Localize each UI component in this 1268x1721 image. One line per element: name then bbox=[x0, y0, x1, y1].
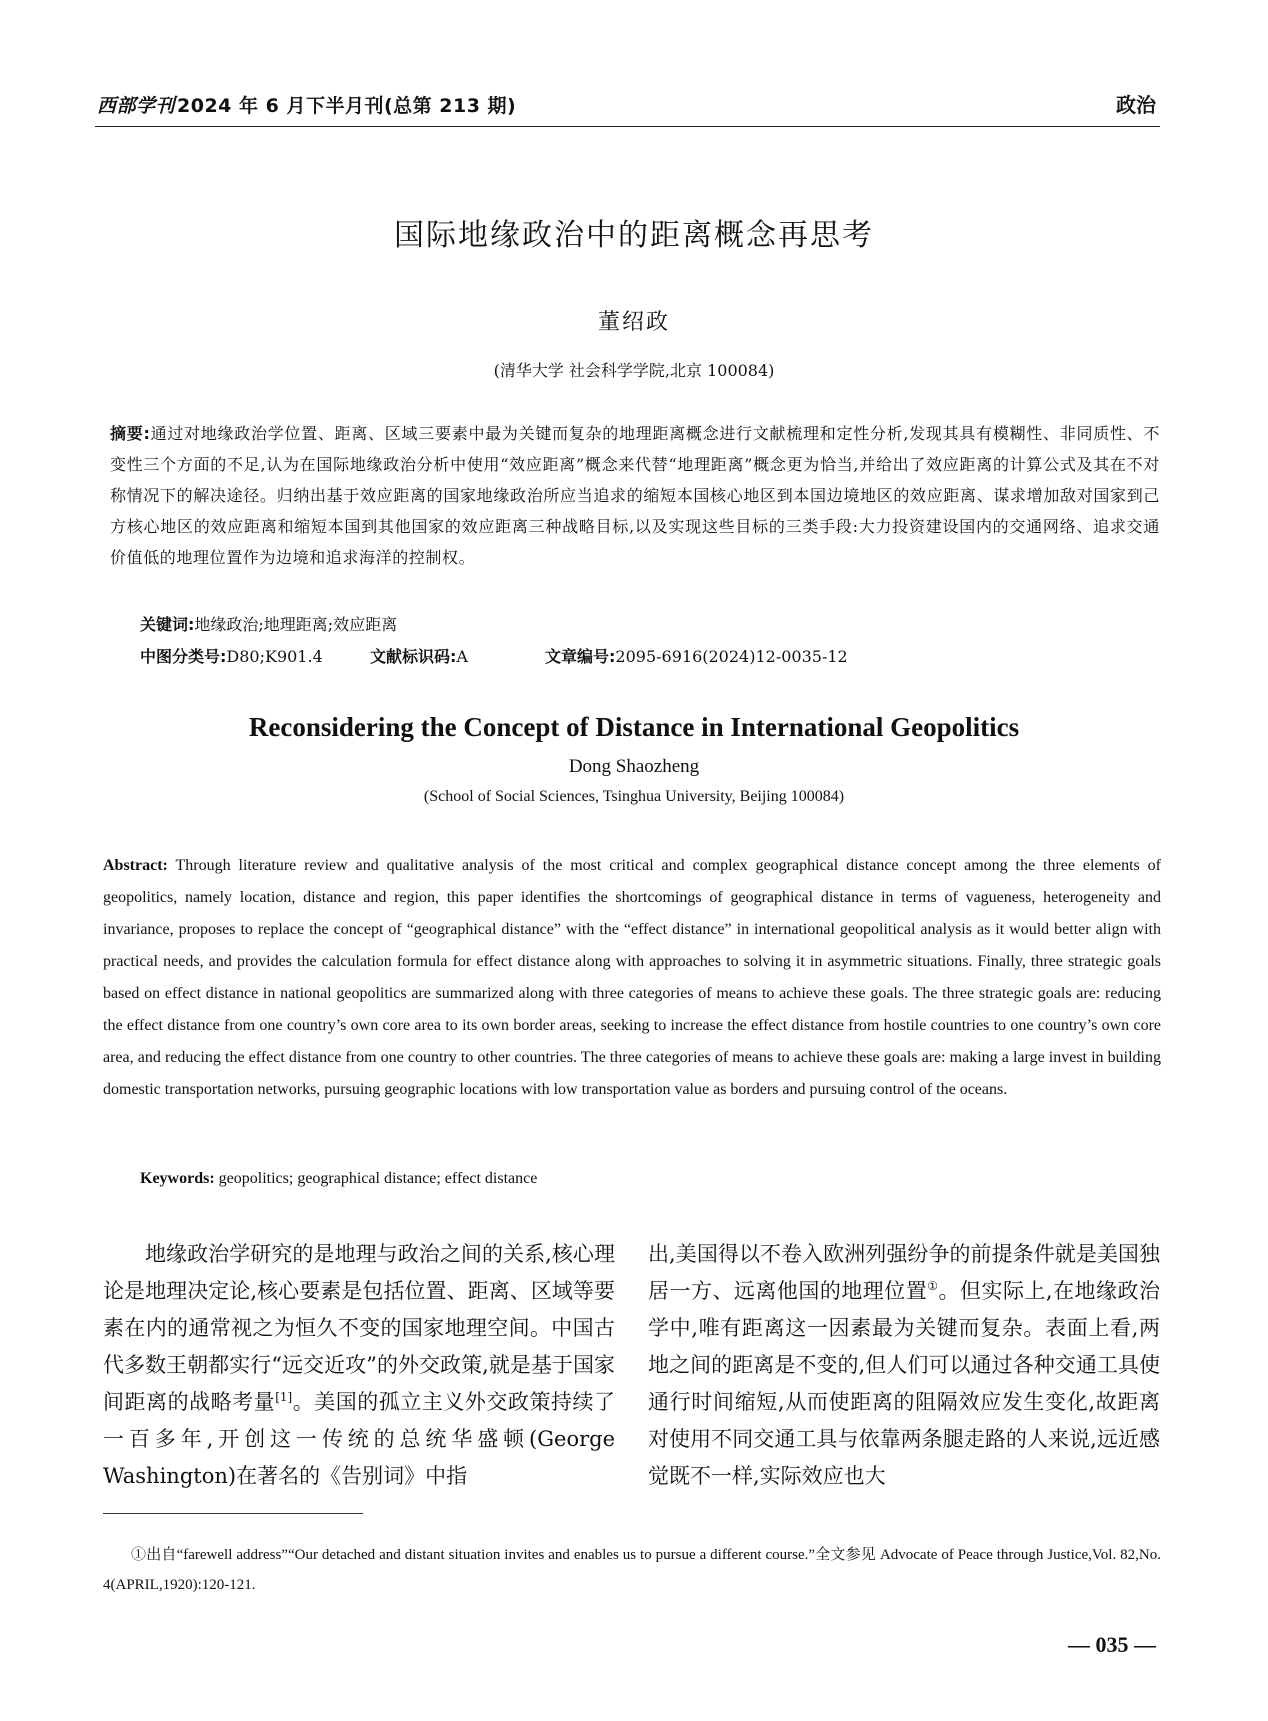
abstract-en-label: Abstract: bbox=[103, 857, 168, 874]
citation-ref: [1] bbox=[275, 1390, 293, 1404]
keywords-cn bbox=[140, 612, 397, 635]
body-paragraph bbox=[648, 1236, 1160, 1495]
footnote-divider bbox=[103, 1513, 363, 1514]
clc-value: D80;K901.4 bbox=[226, 647, 323, 666]
doc-label: 文献标识码: bbox=[370, 647, 457, 666]
body-paragraph bbox=[103, 1236, 615, 1495]
author-cn: 董绍政 bbox=[597, 310, 670, 335]
clc-label: 中图分类号: bbox=[140, 647, 227, 666]
running-header bbox=[95, 86, 1160, 127]
paper-title-cn: 国际地缘政治中的距离概念再思考 bbox=[394, 218, 874, 253]
body-text: 。但实际上,在地缘政治学中,唯有距离这一因素最为关键而复杂。表面上看,两地之间的距离是不变的,但人们可以通过各种交通工具使通行时间缩短,从而使距离的阻隔效应发生变化,故距离对使用不同交通工具与依靠两条腿走路的人来说,远近感觉既不一样,实际效应也大 bbox=[648, 1279, 1161, 1488]
body-text: 地缘政治学研究的是地理与政治之间的关系,核心理论是地理决定论,核心要素是包括位置、距离、区域等要素在内的通常视之为恒久不变的国家地理空间。中国古代多数王朝都实行“远交近攻”的外交政策,就是基于国家间距离的战略考量 bbox=[103, 1242, 615, 1414]
keywords-cn-text: 地缘政治;地理距离;效应距离 bbox=[194, 615, 398, 634]
abstract-en bbox=[103, 850, 1161, 1106]
doc-value: A bbox=[456, 647, 468, 666]
affiliation-cn: (清华大学 社会科学学院,北京 100084) bbox=[493, 361, 775, 380]
body-column-left bbox=[103, 1236, 615, 1495]
article-label: 文章编号: bbox=[545, 647, 616, 666]
classification-row bbox=[140, 644, 1040, 668]
body-text: 。美国的孤立主义外交政策持续了一百多年,开创这一传统的总统华盛顿(George Washington)在著名的《告别词》中指 bbox=[103, 1390, 616, 1488]
keywords-en-label: Keywords: bbox=[140, 1170, 215, 1187]
body-text: 出,美国得以不卷入欧洲列强纷争的前提条件就是美国独居一方、远离他国的地理位置 bbox=[648, 1242, 1160, 1303]
abstract-cn-label: 摘要: bbox=[110, 424, 151, 443]
abstract-cn-text: 通过对地缘政治学位置、距离、区域三要素中最为关键而复杂的地理距离概念进行文献梳理和定性分析,发现其具有模糊性、非同质性、不变性三个方面的不足,认为在国际地缘政治分析中使用“效应距离”概念来代替“地理距离”概念更为恰当,并给出了效应距离的计算公式及其在不对称情况下的解决途径。归纳出基于效应距离的国家地缘政治所应当追求的缩短本国核心地区到本国边境地区的效应距离、谋求增加敌对国家到己方核心地区的效应距离和缩短本国到其他国家的效应距离三种战略目标,以及实现这些目标的三类手段:大力投资建设国内的交通网络、追求交通价值低的地理位置作为边境和追求海洋的控制权。 bbox=[110, 424, 1161, 567]
page-number: — 035 — bbox=[1068, 1632, 1156, 1657]
keywords-cn-label: 关键词: bbox=[140, 615, 195, 634]
abstract-cn bbox=[110, 418, 1160, 573]
journal-issue bbox=[97, 91, 516, 118]
keywords-en bbox=[140, 1170, 537, 1188]
keywords-en-text: geopolitics; geographical distance; effect distance bbox=[218, 1170, 538, 1187]
journal-logo: 西部学刊 bbox=[97, 95, 176, 117]
footnote-marker: ① bbox=[927, 1279, 939, 1293]
document-code bbox=[370, 644, 468, 667]
clc-number bbox=[140, 644, 323, 667]
issue-text: 2024 年 6 月下半月刊(总第 213 期) bbox=[177, 95, 517, 117]
author-en: Dong Shaozheng bbox=[568, 756, 700, 777]
section-label: 政治 bbox=[1116, 93, 1156, 117]
footnote: ①出自“farewell address”“Our detached and distant situation invites and enables us to pursue a different course.”全文参见 Advocate of Peace through Justice,Vol. 82,No. 4(APRIL,1920):120-121. bbox=[103, 1547, 1161, 1593]
article-value: 2095-6916(2024)12-0035-12 bbox=[615, 647, 848, 666]
abstract-en-text: Through literature review and qualitative analysis of the most critical and complex geographical distance concept among the three elements of geopolitics, namely location, distance and region, this paper identifies the shortcomings of geographical distance in terms of vagueness, heterogeneity and invariance, proposes to replace the concept of “geographical distance” with the “effect distance” in international geopolitical analysis as it would better align with practical needs, and provides the calculation formula for effect distance along with approaches to solving it in asymmetric situations. Finally, three strategic goals based on effect distance in national geopolitics are summarized along with three categories of means to achieve these goals. The three strategic goals are: reducing the effect distance from one country’s own core area to its own border areas, seeking to increase the effect distance from hostile countries to one country’s own core area, and reducing the effect distance from one country to other countries. The three categories of means to achieve these goals are: making a large invest in building domestic transportation networks, pursuing geographic locations with low transportation value as borders and pursuing control of the oceans. bbox=[103, 857, 1161, 1098]
article-number bbox=[545, 644, 848, 667]
affiliation-en: (School of Social Sciences, Tsinghua University, Beijing 100084) bbox=[423, 788, 845, 805]
body-column-right bbox=[648, 1236, 1160, 1495]
paper-title-en: Reconsidering the Concept of Distance in International Geopolitics bbox=[248, 712, 1020, 742]
